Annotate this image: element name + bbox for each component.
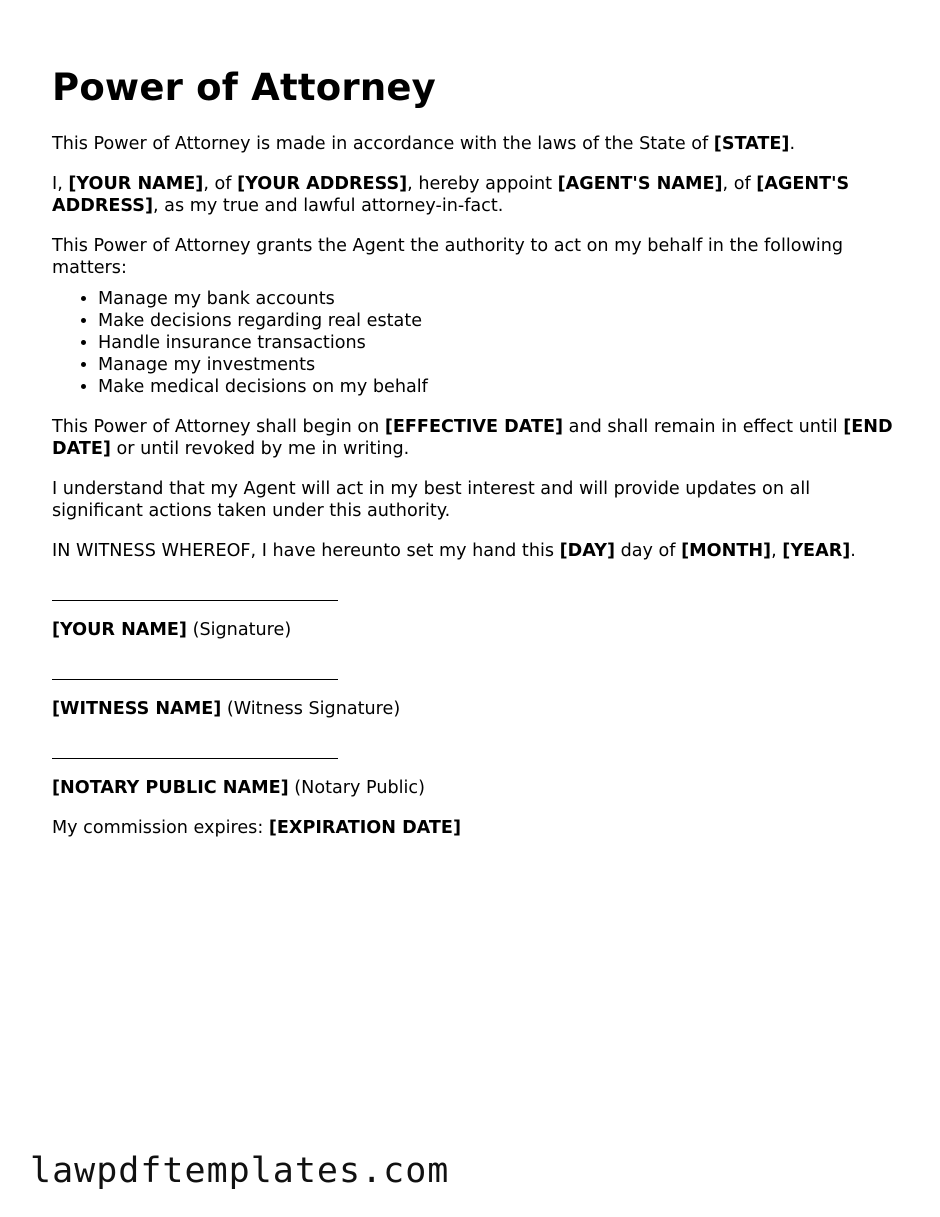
day-placeholder: [DAY] — [559, 541, 615, 561]
principal-name-placeholder: [YOUR NAME] — [52, 620, 187, 640]
appointment-text: , hereby appoint — [407, 174, 558, 194]
authority-paragraph: This Power of Attorney grants the Agent the authority to act on my behalf in the following matters: — [52, 236, 844, 278]
signature-label: (Signature) — [186, 620, 292, 640]
term-text: or until revoked by me in writing. — [110, 439, 410, 459]
agent-address-placeholder: [AGENT'S ADDRESS] — [52, 174, 850, 216]
appointment-paragraph — [52, 173, 902, 217]
appointment-text: , as my true and lawful attorney-in-fact. — [152, 196, 504, 216]
list-item: • Handle insurance transactions — [98, 332, 902, 354]
witness-text: , — [771, 541, 783, 561]
term-text: This Power of Attorney shall begin on — [52, 417, 385, 437]
list-item: • Make decisions regarding real estate — [98, 310, 902, 332]
list-item: • Make medical decisions on my behalf — [98, 376, 902, 398]
witness-text: . — [850, 541, 856, 561]
principal-signature-line[interactable] — [52, 580, 338, 601]
your-address-placeholder: [YOUR ADDRESS] — [237, 174, 408, 194]
understanding-paragraph: I understand that my Agent will act in my best interest and will provide updates on all significant actions taken under this authority. — [52, 479, 811, 521]
expiration-date-placeholder: [EXPIRATION DATE] — [268, 818, 461, 838]
appointment-text: , of — [203, 174, 238, 194]
notary-signature-caption — [52, 777, 902, 799]
witness-text: day of — [614, 541, 682, 561]
appointment-text: I, — [52, 174, 69, 194]
matters-list — [52, 288, 902, 398]
governing-law-text: This Power of Attorney is made in accordance with the laws of the State of — [52, 134, 714, 154]
term-paragraph — [52, 416, 902, 460]
appointment-text: , of — [722, 174, 757, 194]
document-title: Power of Attorney — [52, 66, 436, 109]
list-item: • Manage my bank accounts — [98, 288, 902, 310]
end-date-placeholder: [END DATE] — [52, 417, 893, 459]
document-page — [52, 64, 902, 857]
governing-law-text-end: . — [789, 134, 796, 154]
notary-name-placeholder: [NOTARY PUBLIC NAME] — [52, 778, 289, 798]
state-placeholder: [STATE] — [713, 134, 790, 154]
list-item: • Manage my investments — [98, 354, 902, 376]
witness-name-placeholder: [WITNESS NAME] — [52, 699, 222, 719]
witness-whereof-paragraph — [52, 540, 902, 562]
term-text: and shall remain in effect until — [563, 417, 844, 437]
year-placeholder: [YEAR] — [782, 541, 851, 561]
principal-signature-caption — [52, 619, 902, 641]
witness-text: IN WITNESS WHEREOF, I have hereunto set my hand this — [52, 541, 560, 561]
witness-signature-line[interactable] — [52, 659, 338, 680]
notary-signature-line[interactable] — [52, 738, 338, 759]
governing-law-paragraph — [52, 133, 902, 155]
agent-name-placeholder: [AGENT'S NAME] — [557, 174, 723, 194]
your-name-placeholder: [YOUR NAME] — [68, 174, 204, 194]
commission-expiry — [52, 817, 902, 839]
commission-label: My commission expires: — [52, 818, 269, 838]
site-watermark: lawpdftemplates.com — [30, 1151, 450, 1191]
effective-date-placeholder: [EFFECTIVE DATE] — [384, 417, 564, 437]
witness-signature-caption — [52, 698, 902, 720]
notary-label: (Notary Public) — [288, 778, 425, 798]
witness-signature-label: (Witness Signature) — [221, 699, 401, 719]
month-placeholder: [MONTH] — [681, 541, 772, 561]
